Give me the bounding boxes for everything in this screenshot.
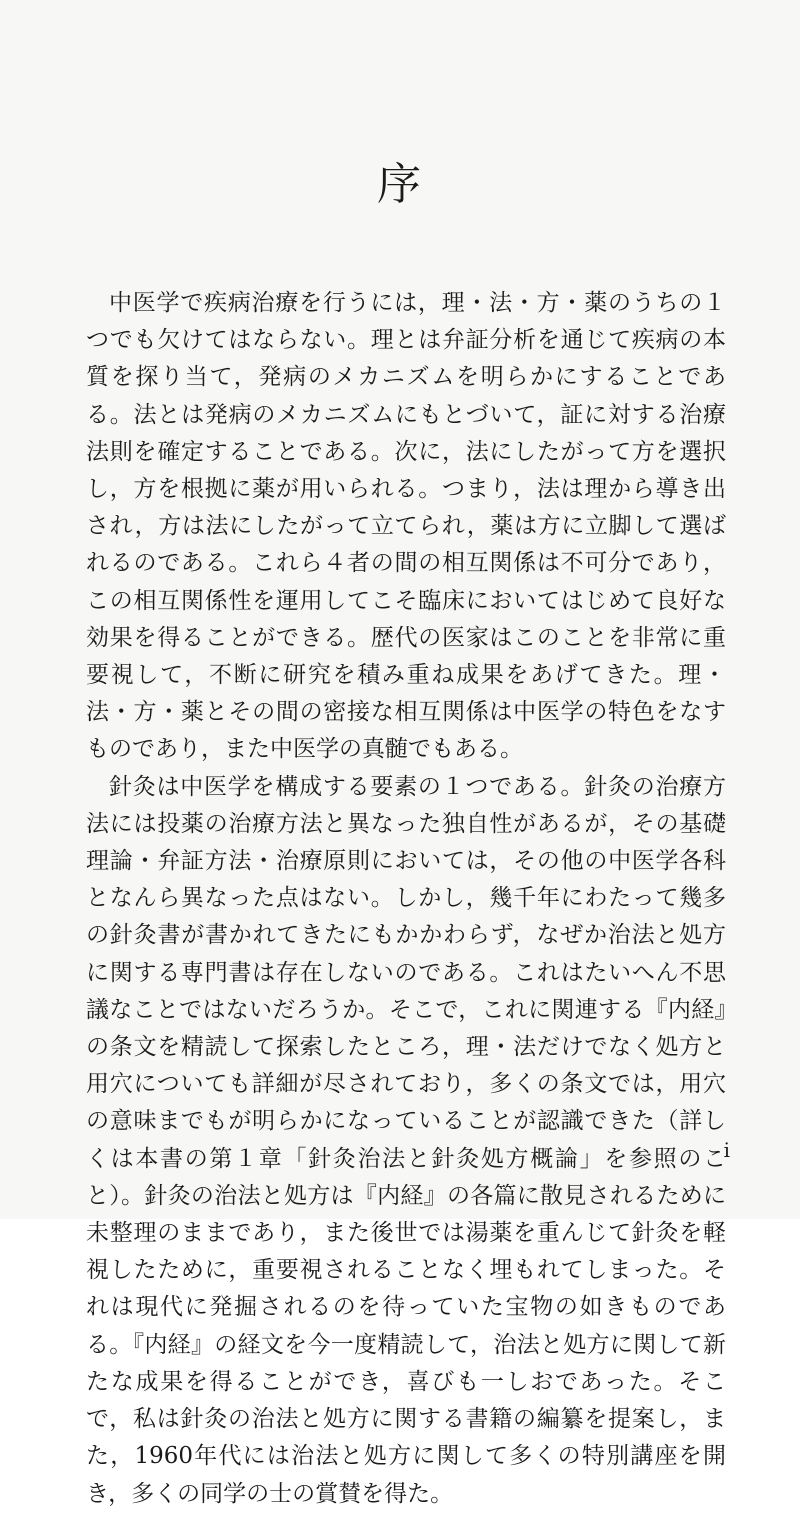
preface-body <box>86 285 726 1513</box>
paragraph-1: 中医学で疾病治療を行うには，理・法・方・薬のうちの１つでも欠けてはならない。理とは弁証分析を通じて疾病の本質を探り当て，発病のメカニズムを明らかにすることである。法とは発病のメカニズムにもとづいて，証に対する治療法則を確定することである。次に，法にしたがって方を選択し，方を根拠に薬が用いられる。つまり，法は理から導き出され，方は法にしたがって立てられ，薬は方に立脚して選ばれるのである。これら４者の間の相互関係は不可分であり，この相互関係性を運用してこそ臨床においてはじめて良好な効果を得ることができる。歴代の医家はこのことを非常に重要視して，不断に研究を積み重ね成果をあげてきた。理・法・方・薬とその間の密接な相互関係は中医学の特色をなすものであり，また中医学の真髄でもある。 <box>86 290 727 763</box>
paragraph-2: 針灸は中医学を構成する要素の１つである。針灸の治療方法には投薬の治療方法と異なった独自性があるが，その基礎理論・弁証方法・治療原則においては，その他の中医学各科となんら異なった点はない。しかし，幾千年にわたって幾多の針灸書が書かれてきたにもかかわらず，なぜか治法と処方に関する専門書は存在しないのである。これはたいへん不思議なことではないだろうか。そこで，これに関連する『内経』の条文を精読して探索したところ，理・法だけでなく処方と用穴についても詳細が尽されており，多くの条文では，用穴の意味までもが明らかになっていることが認識できた（詳しくは本書の第１章「針灸治法と針灸処方概論」を参照のこと）。針灸の治法と処方は『内経』の各篇に散見されるために未整理のままであり，また後世では湯薬を重んじて針灸を軽視したために，重要視されることなく埋もれてしまった。それは現代に発掘されるのを待っていた宝物の如きものである。『内経』の経文を今一度精読して，治法と処方に関して新たな成果を得ることができ，喜びも一しおであった。そこで，私は針灸の治法と処方に関する書籍の編纂を提案し，また，1960年代には治法と処方に関して多くの特別講座を開き，多くの同学の士の賞賛を得た。 <box>86 773 726 1507</box>
page-number: i <box>723 1138 730 1162</box>
page-title: 序 <box>377 159 423 210</box>
